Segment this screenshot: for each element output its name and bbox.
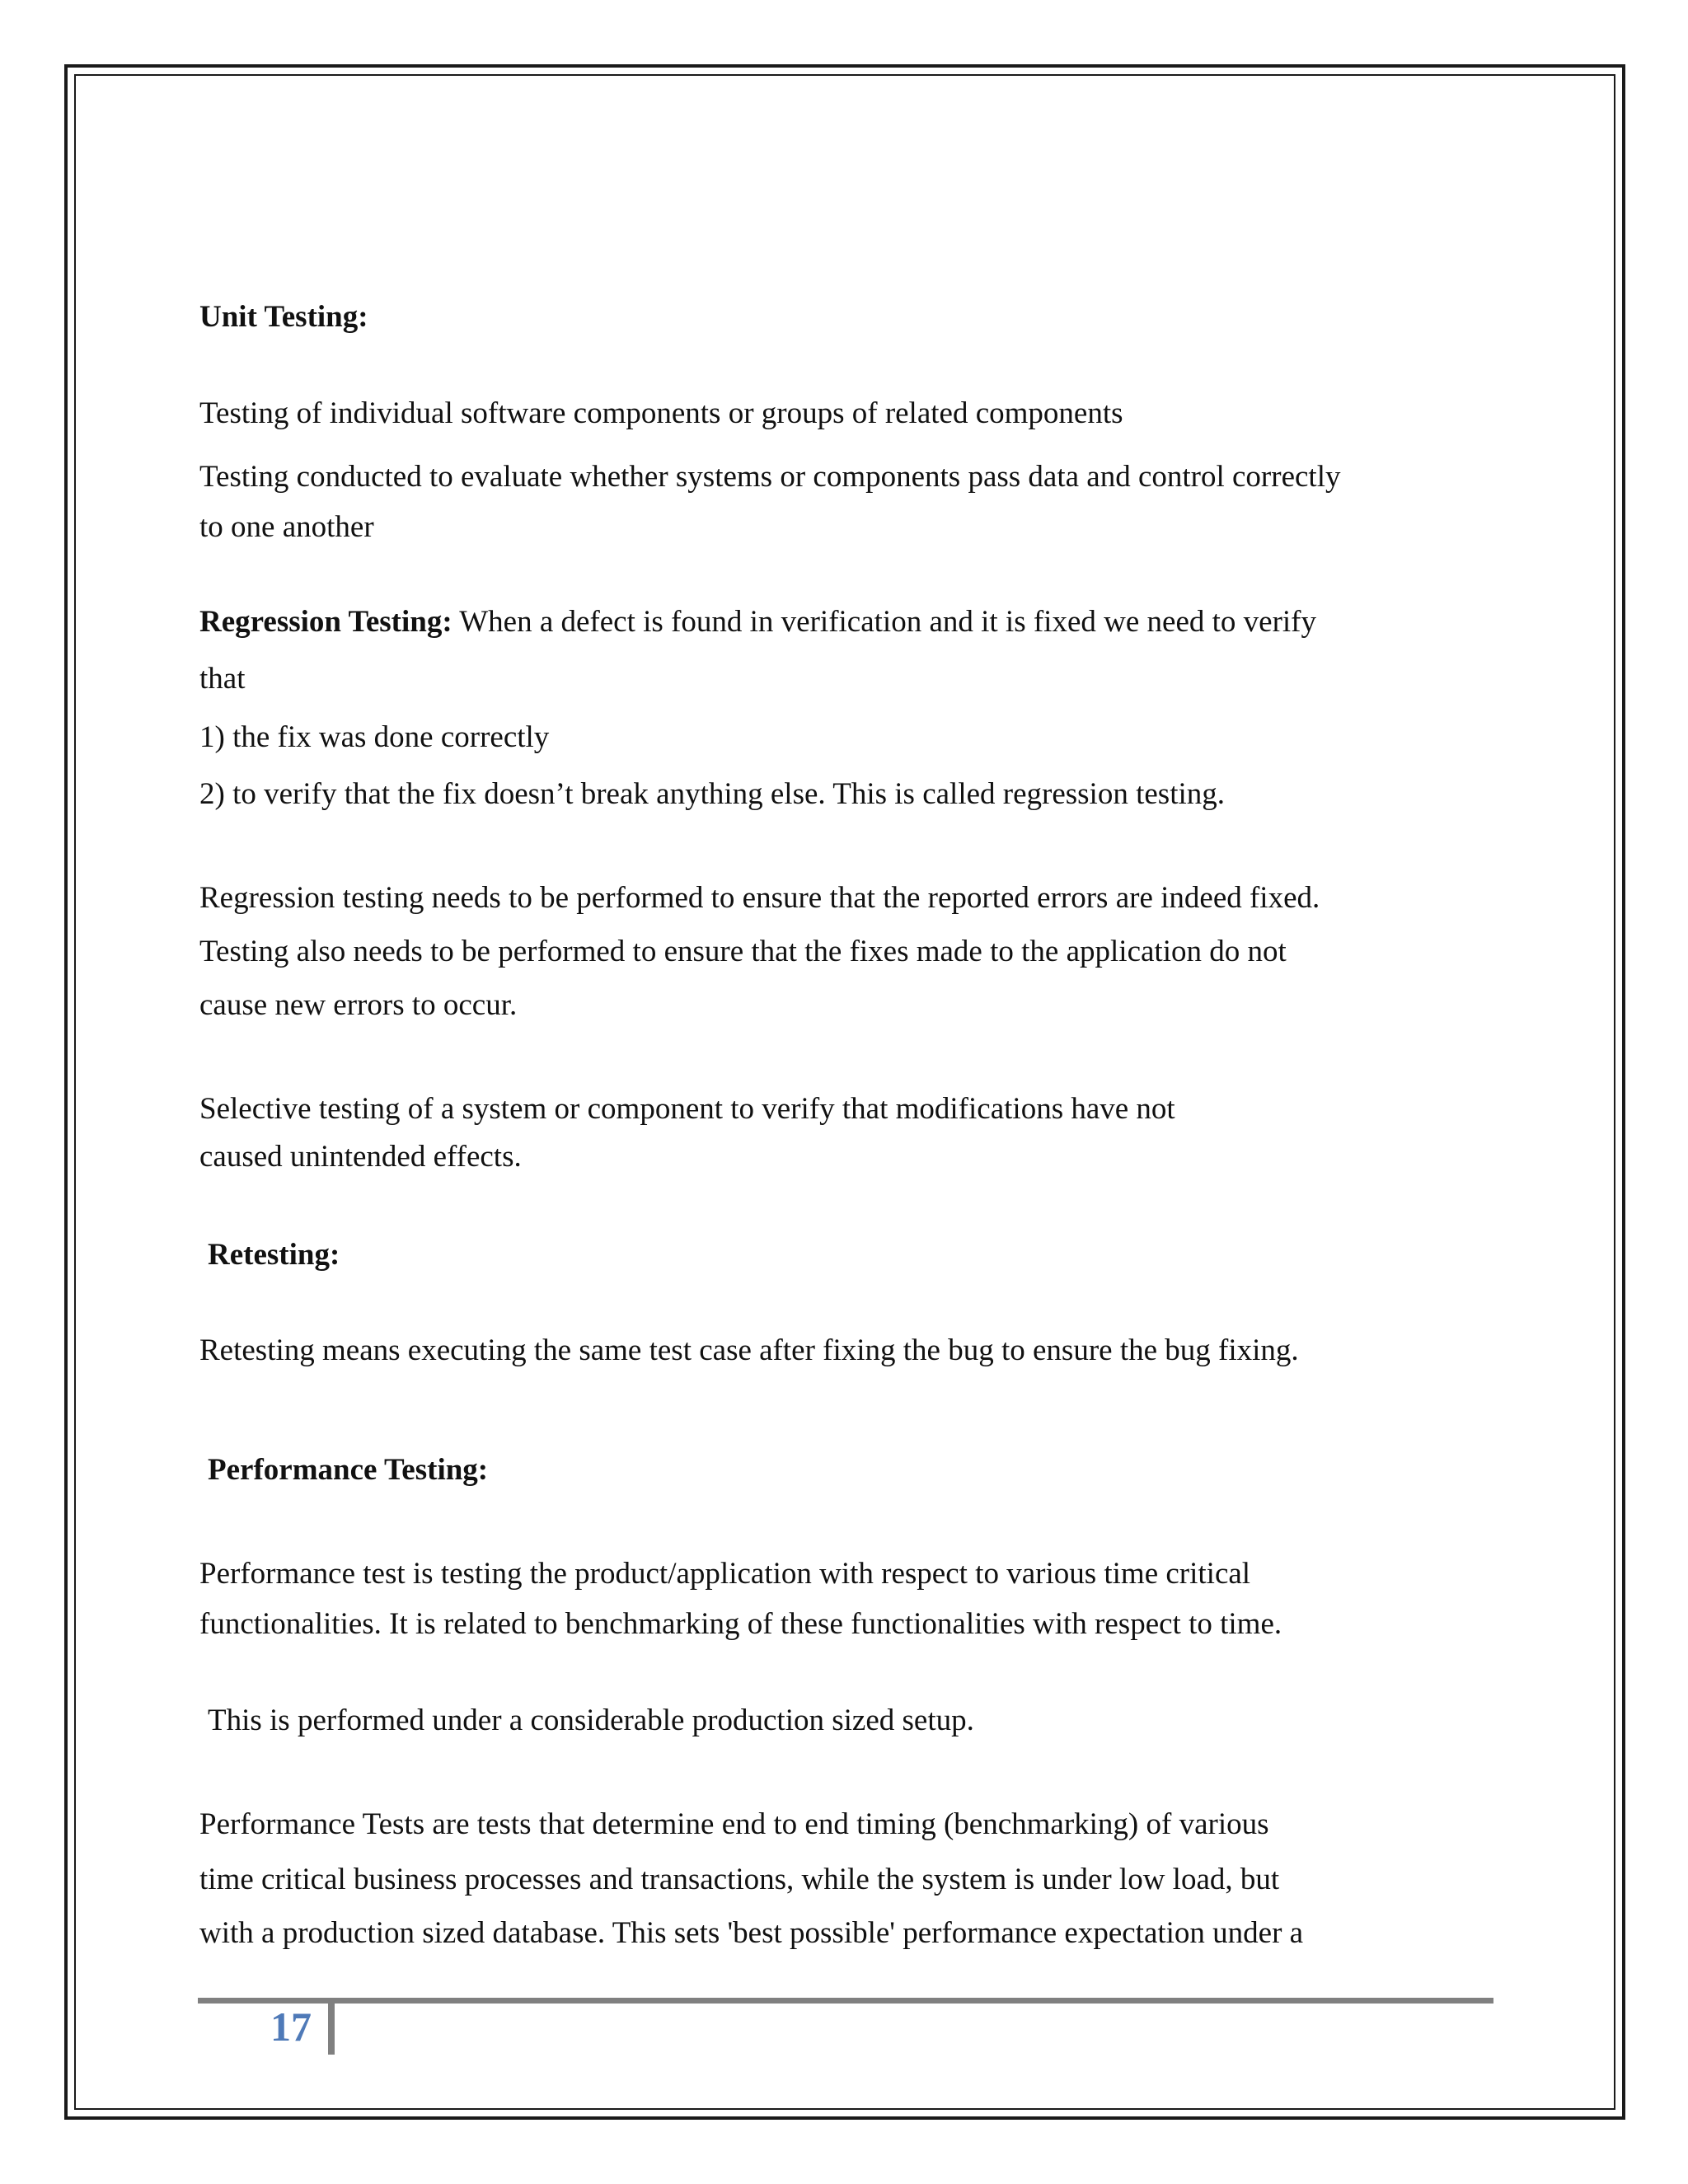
regression-para2-line-1: Selective testing of a system or component to verify that modifications have not xyxy=(199,1092,1175,1126)
unit-testing-line-3: to one another xyxy=(199,510,374,544)
regression-para2-line-2: caused unintended effects. xyxy=(199,1140,522,1174)
unit-testing-heading: Unit Testing: xyxy=(199,300,368,334)
performance-para3-line-1: Performance Tests are tests that determine end to end timing (benchmarking) of various xyxy=(199,1807,1269,1841)
regression-testing-intro xyxy=(199,604,1316,640)
retesting-line-1: Retesting means executing the same test case after fixing the bug to ensure the bug fixing. xyxy=(199,1333,1299,1367)
performance-testing-heading: Performance Testing: xyxy=(208,1453,489,1487)
unit-testing-line-1: Testing of individual software components or groups of related components xyxy=(199,396,1123,430)
footer-rule xyxy=(198,1998,1493,2004)
performance-para1-line-2: functionalities. It is related to benchmarking of these functionalities with respect to time. xyxy=(199,1607,1282,1641)
performance-para3-line-3: with a production sized database. This sets 'best possible' performance expectation under a xyxy=(199,1916,1304,1950)
performance-para2-line-1: This is performed under a considerable production sized setup. xyxy=(208,1704,974,1737)
page-number-divider xyxy=(328,2004,335,2055)
regression-para1-line-1: Regression testing needs to be performed to ensure that the reported errors are indeed fixed. xyxy=(199,881,1320,915)
unit-testing-line-2: Testing conducted to evaluate whether systems or components pass data and control correctly xyxy=(199,460,1341,494)
performance-para3-line-2: time critical business processes and transactions, while the system is under low load, but xyxy=(199,1863,1280,1896)
performance-para1-line-1: Performance test is testing the product/application with respect to various time critical xyxy=(199,1557,1251,1591)
retesting-heading: Retesting: xyxy=(208,1238,340,1272)
regression-point-1: 1) the fix was done correctly xyxy=(199,720,550,754)
regression-point-2: 2) to verify that the fix doesn’t break anything else. This is called regression testing. xyxy=(199,777,1225,811)
page-number: 17 xyxy=(270,2004,312,2050)
regression-testing-intro-cont: that xyxy=(199,662,246,696)
regression-para1-line-3: cause new errors to occur. xyxy=(199,988,518,1022)
regression-testing-heading: Regression Testing: xyxy=(199,605,452,639)
regression-testing-intro-text: When a defect is found in verification and it is fixed we need to verify xyxy=(452,605,1316,639)
regression-para1-line-2: Testing also needs to be performed to ensure that the fixes made to the application do not xyxy=(199,935,1287,968)
